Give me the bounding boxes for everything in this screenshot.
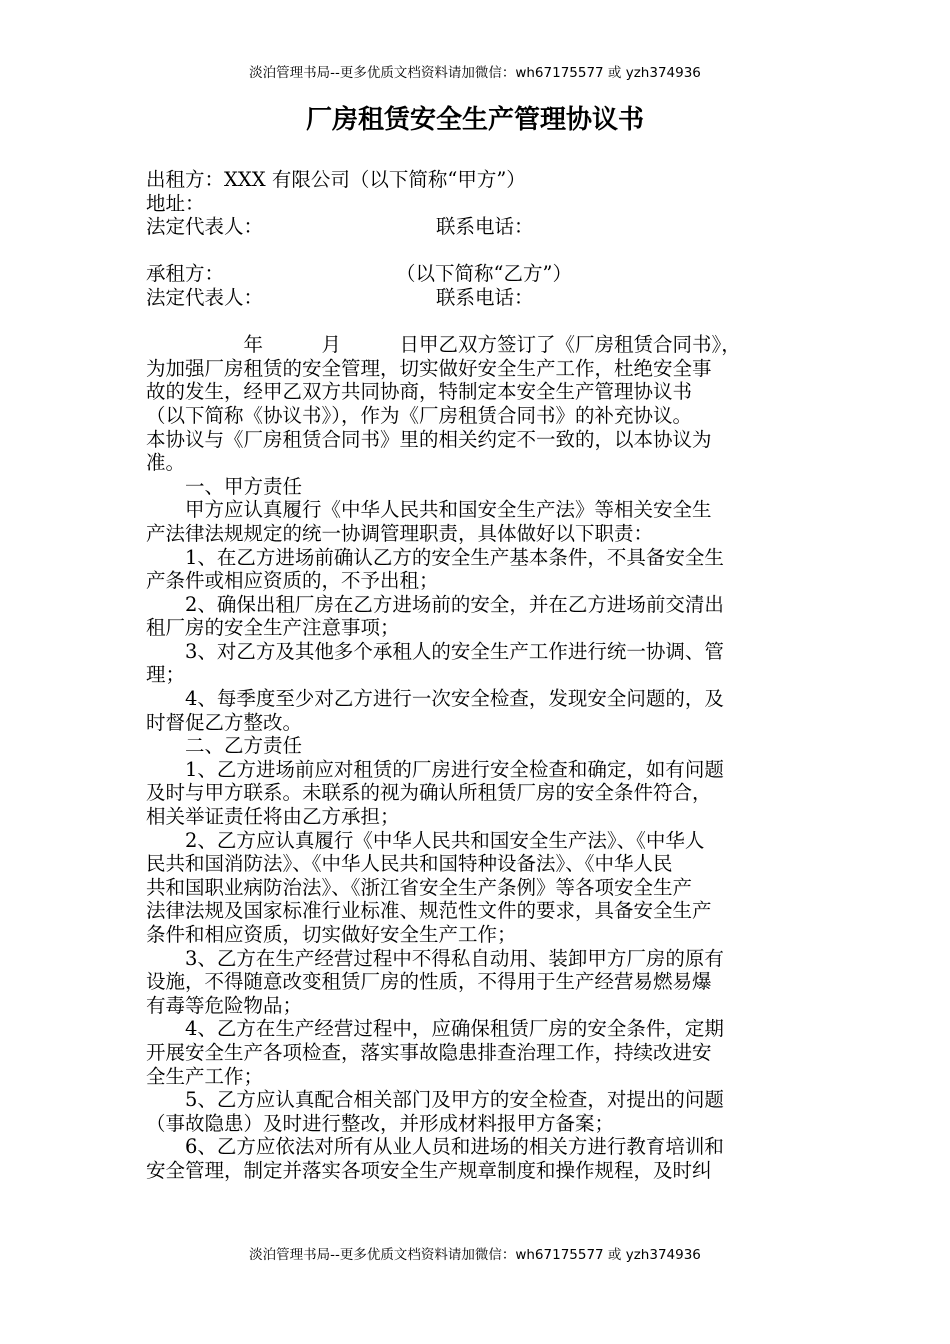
paragraph-line: （事故隐患）及时进行整改，并形成材料报甲方备案； (146, 1111, 615, 1135)
paragraph-line: 理； (146, 663, 186, 687)
section2-item (146, 947, 806, 1018)
paragraph-line: 全生产工作； (146, 1064, 264, 1088)
paragraph-line: 条件和相应资质，切实做好安全生产工作； (146, 923, 517, 946)
paragraph-line: 3、乙方在生产经营过程中不得私自动用、装卸甲方厂房的原有 (185, 946, 724, 970)
address-line: 地址： (146, 191, 205, 215)
paragraph-line: 为加强厂房租赁的安全管理，切实做好安全生产工作，杜绝安全事 (146, 356, 712, 380)
footer-watermark-note: 淡泊管理书局--更多优质文档资料请加微信：wh67175577 或 yzh374936 (249, 1247, 701, 1263)
paragraph-line: 及时与甲方联系。未联系的视为确认所租赁厂房的安全条件符合， (146, 781, 712, 805)
section2-item (146, 1135, 806, 1182)
paragraph-line: （以下简称《协议书》），作为《厂房租赁合同书》的补充协议。 (146, 403, 693, 427)
lessee-phone-label: 联系电话： (436, 285, 534, 309)
paragraph-line: 法律法规及国家标准行业标准、规范性文件的要求，具备安全生产 (146, 899, 712, 923)
section2-item (146, 1017, 806, 1088)
paragraph-line: 有毒等危险物品； (146, 993, 303, 1017)
paragraph-line: 4、每季度至少对乙方进行一次安全检查，发现安全问题的，及 (185, 687, 724, 711)
lessor-rep-line (146, 215, 806, 239)
section1-item (146, 546, 806, 593)
lessor-line: 出租方：XXX 有限公司（以下简称“甲方”） (146, 168, 526, 191)
paragraph-line: 1、在乙方进场前确认乙方的安全生产基本条件，不具备安全生 (185, 545, 724, 569)
lessor-phone-label: 联系电话： (436, 215, 534, 239)
paragraph-line: 安全管理，制定并落实各项安全生产规章制度和操作规程，及时纠 (146, 1158, 712, 1182)
lessee-label: 承租方： (146, 262, 225, 286)
paragraph-line: 民共和国消防法》、《中华人民共和国特种设备法》、《中华人民 (146, 852, 673, 876)
blank-line (146, 310, 806, 334)
paragraph-line: 4、乙方在生产经营过程中，应确保租赁厂房的安全条件，定期 (185, 1017, 724, 1041)
section1-item (146, 687, 806, 734)
section2-item (146, 1088, 806, 1135)
paragraph-line: 2、乙方应认真履行《中华人民共和国安全生产法》、《中华人 (185, 828, 705, 852)
paragraph-line: 共和国职业病防治法》、《浙江省安全生产条例》等各项安全生产 (146, 875, 693, 899)
section2-item (146, 758, 806, 829)
paragraph-line: 设施，不得随意改变租赁厂房的性质，不得用于生产经营易燃易爆 (146, 970, 712, 994)
paragraph-line: 5、乙方应认真配合相关部门及甲方的安全检查，对提出的问题 (185, 1088, 724, 1112)
lessee-rep-label: 法定代表人： (146, 285, 264, 309)
lessee-abbr-label: （以下简称“乙方”） (396, 262, 572, 286)
lessee-rep-line (146, 286, 806, 310)
section1-lead-paragraph (146, 498, 806, 545)
paragraph-line: 故的发生，经甲乙双方共同协商，特制定本安全生产管理协议书 (146, 380, 693, 404)
document-body (146, 168, 806, 1183)
paragraph-line: 产条件或相应资质的，不予出租； (146, 569, 439, 593)
paragraph-line: 2、确保出租厂房在乙方进场前的安全，并在乙方进场前交清出 (185, 592, 724, 616)
paragraph-line: 产法律法规规定的统一协调管理职责，具体做好以下职责： (146, 521, 654, 545)
paragraph-line: 时督促乙方整改。 (146, 710, 303, 734)
section1-item (146, 640, 806, 687)
paragraph-line: 租厂房的安全生产注意事项； (146, 616, 400, 640)
paragraph-line: 1、乙方进场前应对租赁的厂房进行安全检查和确定，如有问题 (185, 757, 724, 781)
intro-paragraph (146, 333, 806, 475)
header-watermark-note: 淡泊管理书局--更多优质文档资料请加微信：wh67175577 或 yzh374936 (249, 65, 701, 81)
document-title: 厂房租赁安全生产管理协议书 (305, 105, 644, 135)
paragraph-line: 3、对乙方及其他多个承租人的安全生产工作进行统一协调、管 (185, 639, 724, 663)
paragraph-line: 甲方应认真履行《中华人民共和国安全生产法》等相关安全生 (185, 498, 712, 522)
section2-item (146, 829, 806, 947)
paragraph-line: 年 月 日甲乙双方签订了《厂房租赁合同书》， (243, 333, 741, 357)
paragraph-line: 开展安全生产各项检查，落实事故隐患排查治理工作，持续改进安 (146, 1040, 712, 1064)
paragraph-line: 本协议与《厂房租赁合同书》里的相关约定不一致的，以本协议为 (146, 427, 712, 451)
lessee-line (146, 262, 806, 286)
section1-item (146, 593, 806, 640)
paragraph-line: 6、乙方应依法对所有从业人员和进场的相关方进行教育培训和 (185, 1135, 724, 1159)
paragraph-line: 准。 (146, 451, 186, 475)
lessor-rep-label: 法定代表人： (146, 215, 264, 239)
paragraph-line: 相关举证责任将由乙方承担； (146, 805, 400, 829)
section-heading-party-a: 一、甲方责任 (185, 474, 303, 498)
blank-line (146, 239, 806, 263)
section-heading-party-b: 二、乙方责任 (185, 734, 303, 758)
